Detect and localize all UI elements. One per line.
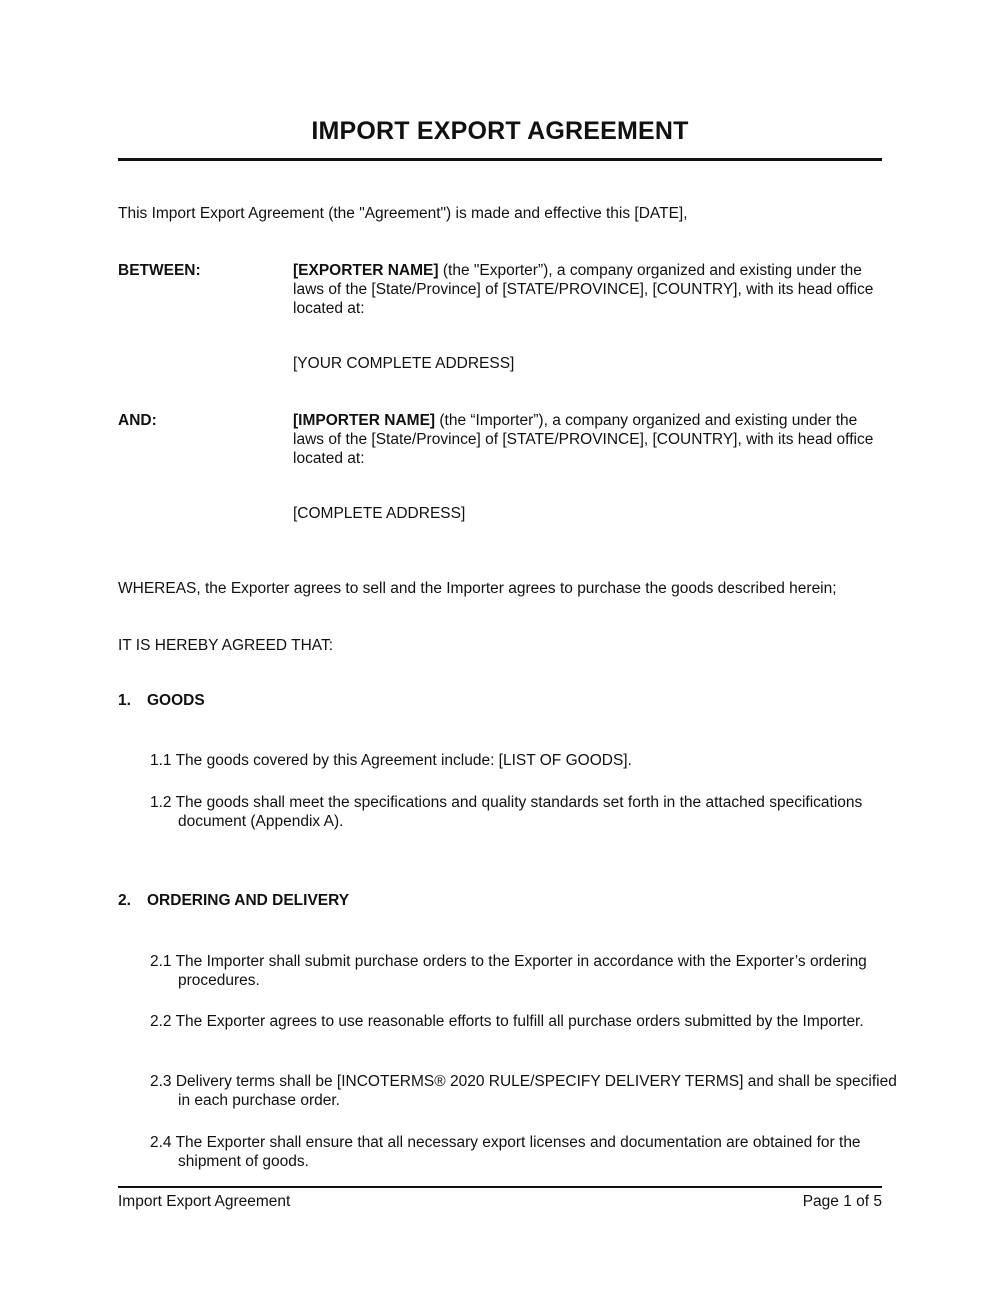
importer-description: (the “Importer”), a company organized and existing under the laws of the [State/Province] of [STATE/PROVINCE], [COUNTRY], with its head office located at: (293, 412, 874, 467)
footer-divider (118, 1186, 882, 1188)
section-heading-goods (118, 691, 205, 710)
party-label-between: BETWEEN: (118, 262, 201, 279)
clause-1-1: 1.1 The goods covered by this Agreement include: [LIST OF GOODS]. (150, 752, 632, 769)
party-label-and: AND: (118, 412, 157, 429)
section-heading-ordering-delivery (118, 891, 349, 910)
section-title: GOODS (147, 692, 205, 709)
clause-1-2: 1.2 The goods shall meet the specifications and quality standards set forth in the attached specifications document (Appendix A). (150, 794, 863, 830)
intro-paragraph: This Import Export Agreement (the "Agreement") is made and effective this [DATE], (118, 205, 688, 222)
agreed-paragraph: IT IS HEREBY AGREED THAT: (118, 637, 334, 654)
importer-party-block (293, 411, 883, 468)
importer-name: [IMPORTER NAME] (293, 412, 436, 429)
document-title: IMPORT EXPORT AGREEMENT (311, 117, 689, 145)
clause-2-4: 2.4 The Exporter shall ensure that all necessary export licenses and documentation are obtained for the shipment of goods. (150, 1134, 861, 1170)
importer-address: [COMPLETE ADDRESS] (293, 505, 466, 522)
clause-2-3: 2.3 Delivery terms shall be [INCOTERMS® 2020 RULE/SPECIFY DELIVERY TERMS] and shall be specified in each purchase order. (150, 1073, 897, 1109)
footer-document-name: Import Export Agreement (118, 1193, 291, 1210)
clause-2-1: 2.1 The Importer shall submit purchase orders to the Exporter in accordance with the Exporter’s ordering procedures. (150, 953, 867, 989)
exporter-address: [YOUR COMPLETE ADDRESS] (293, 355, 515, 372)
exporter-party-block (293, 261, 883, 318)
footer-page-number: Page 1 of 5 (802, 1193, 882, 1210)
exporter-description: (the "Exporter”), a company organized and existing under the laws of the [State/Province] of [STATE/PROVINCE], [COUNTRY], with its head office located at: (293, 262, 874, 317)
section-number: 1. (118, 692, 131, 709)
title-divider (118, 158, 882, 161)
exporter-name: [EXPORTER NAME] (293, 262, 439, 279)
section-number: 2. (118, 892, 131, 909)
section-title: ORDERING AND DELIVERY (147, 892, 350, 909)
whereas-paragraph: WHEREAS, the Exporter agrees to sell and the Importer agrees to purchase the goods described herein; (118, 580, 837, 597)
clause-2-2: 2.2 The Exporter agrees to use reasonable efforts to fulfill all purchase orders submitted by the Importer. (150, 1013, 864, 1030)
